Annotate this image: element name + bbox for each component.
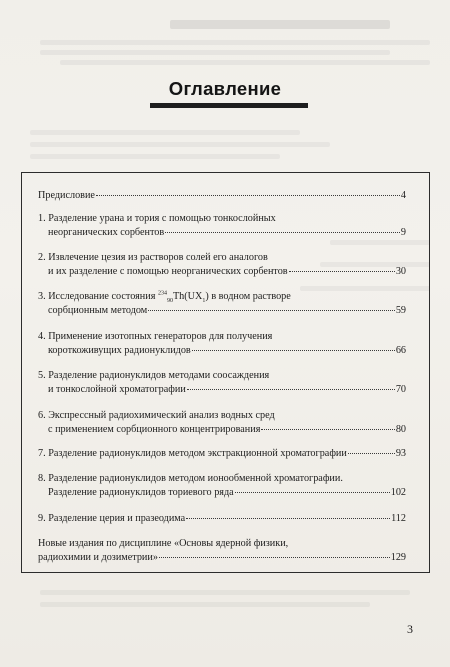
toc-entry-page: 30 (395, 266, 406, 277)
nuclide-mass-number: 234 (157, 290, 167, 297)
toc-entry-6[interactable] (38, 409, 406, 437)
toc-entry-title-cont: сорбционным методом (48, 305, 148, 316)
toc-entry-1[interactable] (38, 212, 406, 240)
toc-entry-title: 1. Разделение урана и тория с помощью тонкослойных (38, 213, 276, 224)
toc-entry-preface[interactable] (38, 189, 406, 203)
toc-entry-title: Предисловие (38, 190, 95, 201)
toc-entry-page: 112 (391, 513, 406, 524)
nuclide-index: 1 (202, 298, 206, 304)
toc-entry-title: 8. Разделение радионуклидов методом ионообменной хроматографии. (38, 473, 343, 484)
toc-entry-title-cont: Разделение радионуклидов ториевого ряда (48, 487, 234, 498)
toc-entry-page: 66 (395, 345, 406, 356)
toc-entry-4[interactable] (38, 330, 406, 358)
toc-entry-title: Новые издания по дисциплине «Основы ядерной физики, (38, 538, 289, 549)
toc-entry-page: 80 (395, 424, 406, 435)
toc-entry-3[interactable] (38, 290, 406, 318)
leader-dots (348, 453, 395, 454)
page-title: Оглавление (168, 78, 282, 99)
leader-dots (165, 232, 400, 233)
leader-dots (159, 557, 390, 558)
toc-entry-page: 70 (395, 384, 406, 395)
leader-dots (187, 389, 395, 390)
toc-entry-9[interactable] (38, 512, 406, 526)
leader-dots (96, 195, 400, 196)
toc-entry-2[interactable] (38, 251, 406, 279)
toc-entry-page: 93 (395, 448, 406, 459)
toc-entry-title: 5. Разделение радионуклидов методами соосаждения (38, 370, 270, 381)
toc-entry-page: 59 (395, 305, 406, 316)
toc-entry-page: 129 (390, 552, 406, 563)
toc-entry-title-cont: с применением сорбционного концентрирования (48, 424, 261, 435)
toc-entry-5[interactable] (38, 369, 406, 397)
toc-entry-title-cont: неорганических сорбентов (48, 227, 165, 238)
toc-entry-title: 4. Применение изотопных генераторов для получения (38, 331, 273, 342)
toc-entry-title-cont: и их разделение с помощью неорганических сорбентов (48, 266, 288, 277)
leader-dots (192, 350, 395, 351)
toc-entry-new-editions[interactable] (38, 537, 406, 565)
toc-entry-title-cont: короткоживущих радионуклидов (48, 345, 191, 356)
toc-entry-title: 9. Разделение церия и празеодима (38, 513, 186, 524)
toc-entry-page: 4 (400, 190, 406, 201)
toc-entry-page: 102 (390, 487, 406, 498)
leader-dots (148, 310, 395, 311)
toc-entry-title: 7. Разделение радионуклидов методом экстракционной хроматографии (38, 448, 347, 459)
toc-entry-title: 2. Извлечение цезия из растворов солей его аналогов (38, 252, 268, 263)
nuclide-symbol: Th(UX (172, 291, 203, 302)
toc-entry-page: 9 (400, 227, 406, 238)
leader-dots (289, 271, 395, 272)
toc-entry-7[interactable] (38, 447, 406, 461)
leader-dots (261, 429, 394, 430)
toc-entry-title-cont: и тонкослойной хроматографии (48, 384, 186, 395)
page-number: 3 (407, 622, 413, 636)
nuclide-charge-number: 90 (166, 298, 173, 304)
toc-entry-title: 6. Экспрессный радиохимический анализ водных сред (38, 410, 275, 421)
toc-entry-title: 3. Исследование состояния $^{234}_{90}Th(UX_1)$ в водном растворе (38, 290, 291, 304)
toc-entry-8[interactable] (38, 472, 406, 500)
leader-dots (186, 518, 390, 519)
leader-dots (235, 492, 390, 493)
toc-entry-title-cont: радиохимии и дозиметрии» (38, 552, 158, 563)
title-underline (150, 103, 308, 108)
